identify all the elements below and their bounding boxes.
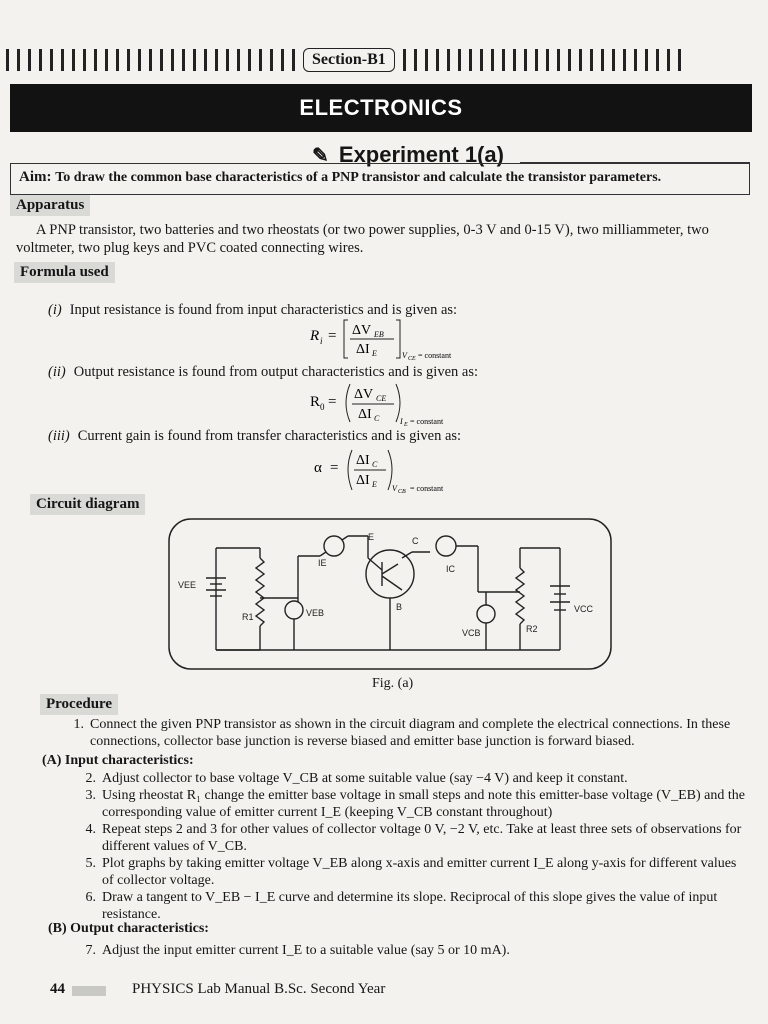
svg-text:=: = <box>328 394 337 410</box>
svg-text:V: V <box>402 351 407 360</box>
aim-label: Aim: <box>19 169 52 185</box>
aim-box <box>10 163 750 195</box>
output-characteristics-heading: (B) Output characteristics: <box>48 921 209 936</box>
pencil-icon: ✎ <box>312 145 329 167</box>
svg-text:CE: CE <box>376 394 387 403</box>
circuit-heading: Circuit diagram <box>30 494 145 515</box>
chapter-title: ELECTRONICS <box>299 95 463 120</box>
list-item: 3. Using rheostat R₁ change the emitter base voltage in small steps and note this emitter-base voltage (V_EB) and the corresponding value of emitter current I_E (keeping V_CB constant throughout) <box>85 788 745 820</box>
svg-text:E: E <box>404 422 408 426</box>
svg-text:ΔI: ΔI <box>356 453 370 468</box>
label-ic: IC <box>446 564 455 574</box>
svg-text:ΔI: ΔI <box>356 342 370 357</box>
label-vcb: VCB <box>462 628 481 638</box>
formula-ii-equation <box>300 380 480 426</box>
svg-text:i: i <box>320 336 323 346</box>
svg-text:C: C <box>374 414 380 423</box>
list-item: 7. Adjust the input emitter current I_E to a suitable value (say 5 or 10 mA). <box>85 943 510 958</box>
label-r2: R2 <box>526 624 538 634</box>
output-steps <box>74 942 750 959</box>
apparatus-heading: Apparatus <box>10 195 90 216</box>
apparatus-text: A PNP transistor, two batteries and two rheostats (or two power supplies, 0-3 V and 0-15 V), two milliammeter, two voltmeter, two plug keys and PVC coated connecting wires. <box>16 222 709 256</box>
experiment-label: Experiment 1(a) <box>338 142 504 167</box>
svg-text:R: R <box>310 394 321 410</box>
svg-text:E: E <box>372 349 377 358</box>
left-ticks <box>6 49 295 71</box>
circuit-diagram <box>168 518 612 670</box>
step-text: Connect the given PNP transistor as shown in the circuit diagram and complete the electrical connections. In these connections, collector base junction is reverse biased and emitter base junction is forward biased. <box>90 717 731 749</box>
list-item: 5. Plot graphs by taking emitter voltage V_EB along x-axis and emitter current I_E along y-axis for different values of collector voltage. <box>85 856 737 888</box>
svg-text:=: = <box>330 460 339 476</box>
formula-iii-text: (iii) Current gain is found from transfer characteristics and is given as: <box>48 428 462 444</box>
footer-title: PHYSICS Lab Manual B.Sc. Second Year <box>132 981 386 997</box>
procedure-step-1: 1. Connect the given PNP transistor as shown in the circuit diagram and complete the electrical connections. In these connections, collector base junction is reverse biased and emitter base junction is forward biased. <box>62 716 752 750</box>
section-tick-strip <box>0 40 768 80</box>
svg-text:CE: CE <box>408 356 416 362</box>
svg-text:CB: CB <box>398 489 406 494</box>
label-b: B <box>396 602 403 612</box>
right-ticks <box>403 49 681 71</box>
page-number: 44 <box>50 981 65 997</box>
input-steps <box>74 770 750 923</box>
svg-text:C: C <box>372 460 378 469</box>
procedure-heading: Procedure <box>40 694 118 715</box>
svg-text:ΔI: ΔI <box>358 407 372 422</box>
label-e: E <box>368 532 375 542</box>
label-veb: VEB <box>306 608 325 618</box>
label-c: C <box>412 536 419 546</box>
svg-text:= constant: = constant <box>418 351 452 360</box>
list-item: 6. Draw a tangent to V_EB − I_E curve and determine its slope. Reciprocal of this slope gives the value of input resistance. <box>85 890 718 922</box>
formula-iii-equation <box>300 446 480 494</box>
label-vcc: VCC <box>574 604 594 614</box>
label-r1: R1 <box>242 612 254 622</box>
svg-text:= constant: = constant <box>410 417 444 426</box>
svg-text:0: 0 <box>320 402 325 412</box>
svg-text:EB: EB <box>374 330 384 339</box>
formula-heading: Formula used <box>14 262 115 283</box>
svg-text:ΔI: ΔI <box>356 473 370 488</box>
list-item: 4. Repeat steps 2 and 3 for other values of collector voltage 0 V, −2 V, etc. Take at least three sets of observations for different values of V_CB. <box>85 822 742 854</box>
svg-text:E: E <box>372 480 377 489</box>
label-vee: VEE <box>178 580 197 590</box>
label-ie: IE <box>318 558 327 568</box>
aim-text: To draw the common base characteristics of a PNP transistor and calculate the transistor parameters. <box>55 170 662 185</box>
svg-text:R: R <box>310 328 320 344</box>
figure-caption: Fig. (a) <box>372 676 414 691</box>
svg-text:V: V <box>392 484 397 493</box>
svg-text:= constant: = constant <box>410 484 444 493</box>
svg-text:I: I <box>400 417 403 426</box>
formula-ii-text: (ii) Output resistance is found from output characteristics and is given as: <box>48 364 479 380</box>
svg-text:ΔV: ΔV <box>352 323 372 338</box>
formula-i-text: (i) Input resistance is found from input characteristics and is given as: <box>48 302 458 318</box>
svg-text:=: = <box>328 328 337 344</box>
svg-text:α: α <box>314 460 322 476</box>
chapter-banner <box>10 84 752 132</box>
list-item: 2. Adjust collector to base voltage V_CB at some suitable value (say −4 V) and keep it constant. <box>85 771 628 786</box>
formula-i-equation <box>300 316 480 362</box>
page-number-bar <box>72 986 106 996</box>
section-badge: Section-B1 <box>303 48 395 72</box>
svg-text:ΔV: ΔV <box>354 387 374 402</box>
input-characteristics-heading: (A) Input characteristics: <box>42 753 194 768</box>
